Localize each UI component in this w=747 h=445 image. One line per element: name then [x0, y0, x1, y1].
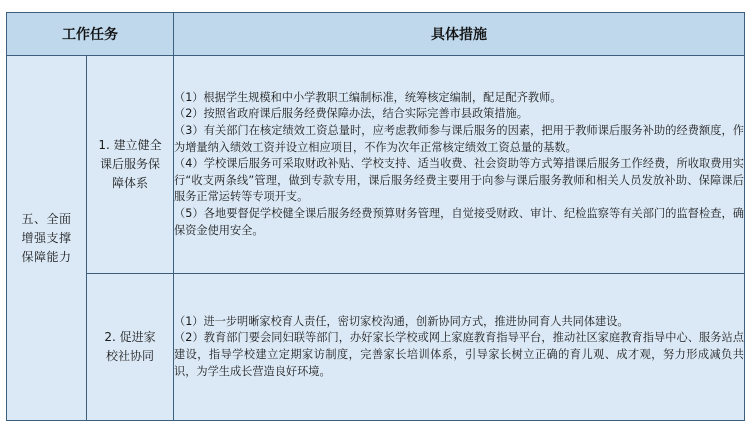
measure-item: （1）根据学生规模和中小学教职工编制标准，统筹核定编制，配足配齐教师。	[174, 90, 562, 104]
measure-item: （1）进一步明晰家校育人责任，密切家校沟通，创新协同方式，推进协同育人共同体建设。	[174, 314, 629, 328]
header-work-task: 工作任务	[7, 13, 174, 56]
measure-item: （2）按照省政府课后服务经费保障办法，结合实际完善市县政策措施。	[174, 107, 528, 121]
measures-cell	[174, 56, 745, 274]
table-row	[7, 56, 745, 274]
category-label: 五、全面增强支撑保障能力	[21, 211, 72, 264]
table-row	[7, 274, 745, 421]
policy-table	[6, 12, 745, 421]
measure-item: （5）各地要督促学校健全课后服务经费预算财务管理，自觉接受财政、审计、纪检监察等有关部门的监督检查，确保资金使用安全。	[174, 206, 744, 237]
task-label: 2. 促进家校社协同	[104, 330, 156, 363]
measures-cell	[174, 274, 745, 421]
task-label: 1. 建立健全课后服务保障体系	[98, 138, 162, 190]
header-measures: 具体措施	[174, 13, 745, 56]
task-cell	[87, 274, 174, 421]
measure-item: （3）有关部门在核定绩效工资总量时，应考虑教师参与课后服务的因素，把用于教师课后服务补助的经费额度，作为增量纳入绩效工资并设立相应项目，不作为次年正常核定绩效工资总量的基数。	[174, 124, 744, 154]
measure-item: （2）教育部门要会同妇联等部门，办好家长学校或网上家庭教育指导平台，推动社区家庭教育指导中心、服务站点建设，指导学校建立定期家访制度，完善家长培训体系，引导家长树立正确的育儿观、成才观，努力形成减负共识，为学生成长营造良好环境。	[174, 331, 744, 378]
header-row	[7, 13, 745, 56]
category-cell	[7, 56, 87, 421]
measure-item: （4）学校课后服务可采取财政补贴、学校支持、适当收费、社会资助等方式筹措课后服务工作经费，所收取费用实行“收支两条线”管理，做到专款专用，课后服务经费主要用于向参与课后服务教师和相关人员发放补助、保障课后服务正常运转等专项开支。	[174, 157, 744, 204]
task-cell	[87, 56, 174, 274]
